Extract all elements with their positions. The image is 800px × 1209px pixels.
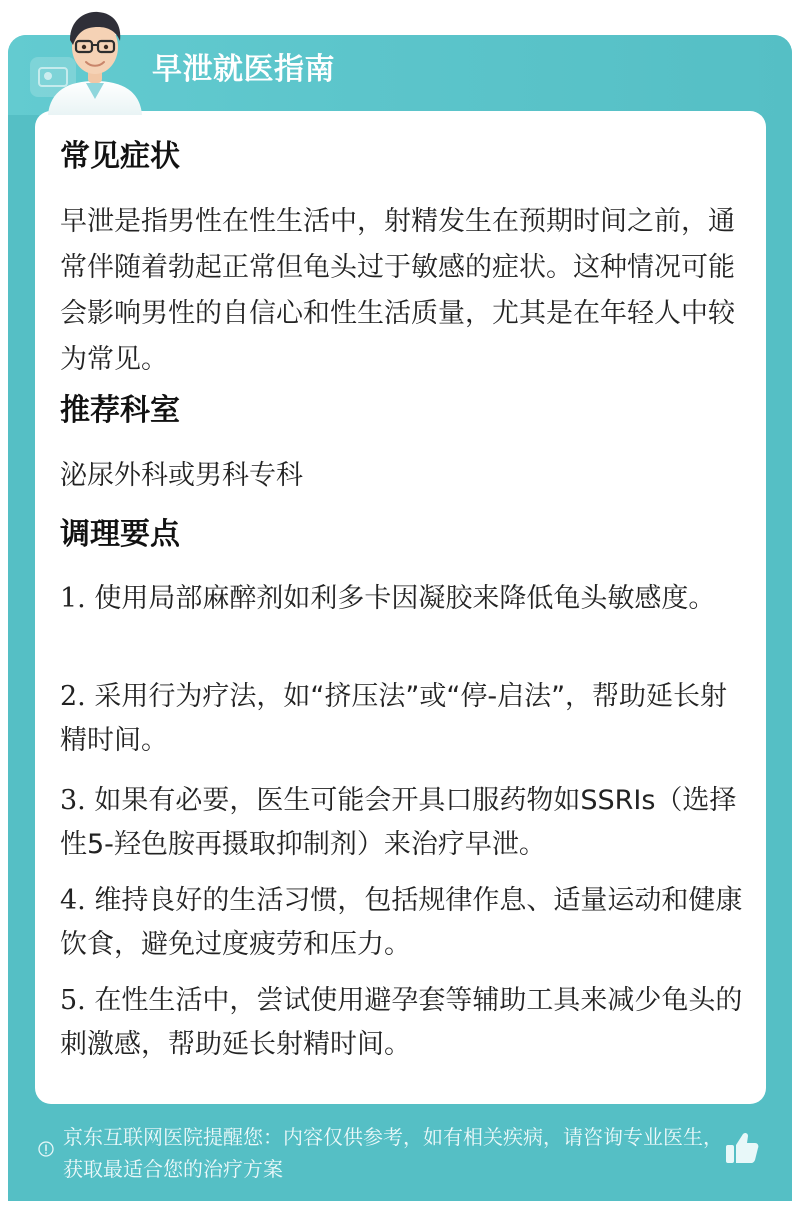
department-title: 推荐科室	[60, 393, 180, 428]
footer-text: 京东互联网医院提醒您：内容仅供参考，如有相关疾病，请咨询专业医生，获取最适合您的治疗方案	[63, 1125, 723, 1181]
list-number: 3.	[60, 785, 86, 816]
list-item	[60, 879, 750, 967]
doctor-avatar	[40, 5, 150, 115]
list-number: 5.	[60, 985, 86, 1016]
list-item	[60, 577, 750, 621]
list-number: 4.	[60, 885, 86, 916]
content-card	[35, 111, 766, 1104]
list-text: 维持良好的生活习惯，包括规律作息、适量运动和健康饮食，避免过度疲劳和压力。	[60, 885, 743, 960]
list-text: 采用行为疗法，如“挤压法”或“停-启法”，帮助延长射精时间。	[60, 681, 728, 756]
department-text: 泌尿外科或男科专科	[60, 460, 303, 491]
list-item	[60, 779, 750, 867]
list-text: 使用局部麻醉剂如利多卡因凝胶来降低龟头敏感度。	[94, 583, 716, 614]
care-title: 调理要点	[60, 517, 180, 552]
list-item	[60, 979, 750, 1067]
page-title: 早泄就医指南	[152, 52, 335, 87]
list-text: 如果有必要，医生可能会开具口服药物如SSRIs（选择性5-羟色胺再摄取抑制剂）来治疗早泄。	[60, 785, 737, 860]
list-number: 2.	[60, 681, 86, 712]
list-number: 1.	[60, 583, 86, 614]
list-item	[60, 675, 750, 763]
list-text: 在性生活中，尝试使用避孕套等辅助工具来减少龟头的刺激感，帮助延长射精时间。	[60, 985, 743, 1060]
info-icon	[38, 1141, 54, 1157]
symptoms-title: 常见症状	[60, 139, 180, 174]
symptoms-text: 早泄是指男性在性生活中，射精发生在预期时间之前，通常伴随着勃起正常但龟头过于敏感的症状。这种情况可能会影响男性的自信心和性生活质量，尤其是在年轻人中较为常见。	[60, 206, 735, 375]
thumbs-up-icon[interactable]	[722, 1128, 762, 1168]
